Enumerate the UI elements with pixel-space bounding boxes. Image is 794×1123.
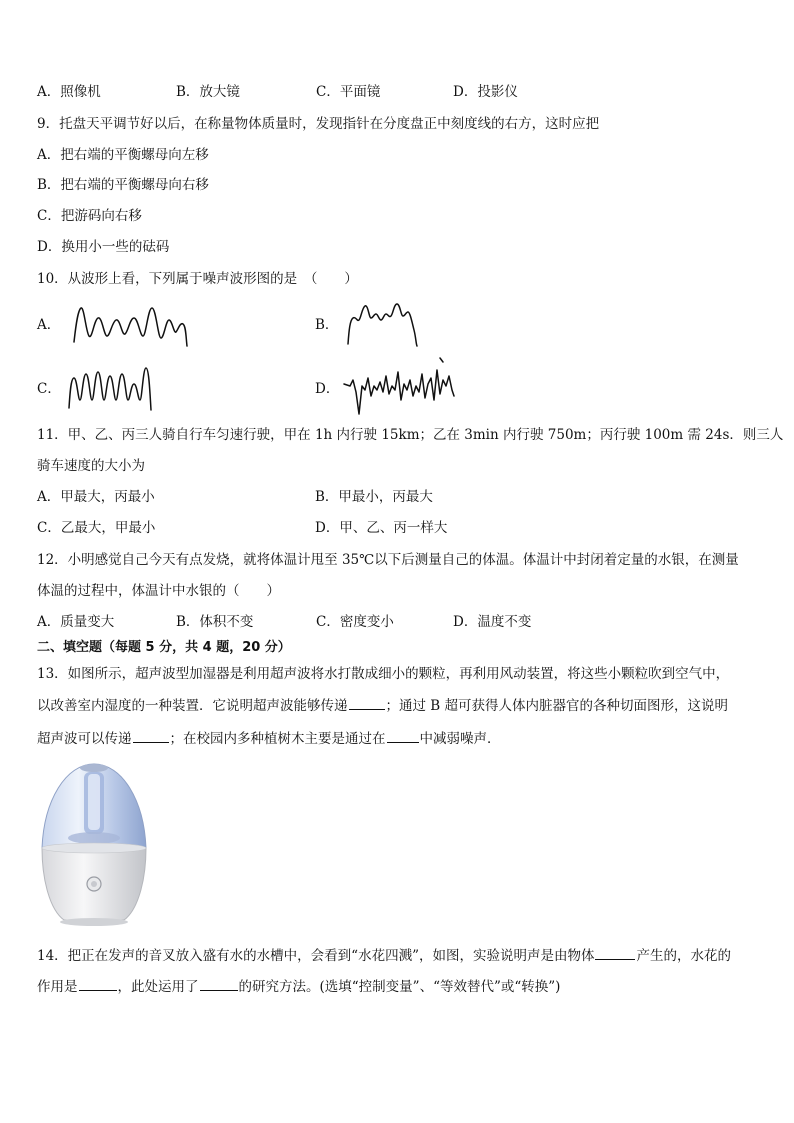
q13-text-2a: 以改善室内湿度的一种装置．它说明超声波能够传递 [37, 698, 348, 714]
q14-text-2c: 的研究方法。(选填“控制变量”、“等效替代”或“转换”) [238, 979, 561, 995]
q9-option-a: A．把右端的平衡螺母向左移 [37, 147, 209, 163]
q13-blank-2[interactable] [133, 728, 169, 743]
q14-blank-1[interactable] [595, 945, 635, 960]
q13-line3 [37, 728, 501, 749]
q12-stem-line2: 体温的过程中，体温计中水银的（ ） [37, 583, 280, 599]
q10-waveform-c [64, 364, 156, 412]
q8-option-a: A．照像机 [37, 84, 101, 100]
q10-label-a: A． [37, 317, 61, 333]
section-title-fill-in: 二、填空题（每题 5 分，共 4 题，20 分） [37, 640, 291, 655]
q12-option-b: B．体积不变 [176, 614, 254, 630]
q12-option-d: D．温度不变 [453, 614, 532, 630]
q9-option-c: C．把游码向右移 [37, 208, 142, 224]
q13-blank-3[interactable] [387, 728, 419, 743]
humidifier-image [36, 760, 152, 930]
q9-option-b: B．把右端的平衡螺母向右移 [37, 177, 209, 193]
q12-option-a: A．质量变大 [37, 614, 115, 630]
q10-waveform-a [70, 302, 190, 348]
q11-stem-line2: 骑车速度的大小为 [37, 458, 145, 474]
q11-option-b: B．甲最小，丙最大 [315, 489, 433, 505]
q14-text-1b: 产生的，水花的 [636, 948, 731, 964]
q12-option-c: C．密度变小 [316, 614, 394, 630]
q10-waveform-b [344, 300, 424, 348]
q14-line2 [37, 976, 560, 997]
q13-line1: 13．如图所示，超声波型加湿器是利用超声波将水打散成细小的颗粒，再利用风动装置，将这些小颗粒吹到空气中， [37, 666, 730, 682]
q11-option-c: C．乙最大，甲最小 [37, 520, 156, 536]
q9-option-d: D．换用小一些的砝码 [37, 239, 170, 255]
q10-label-d: D． [315, 381, 340, 397]
q8-option-b: B．放大镜 [176, 84, 240, 100]
q8-option-c: C．平面镜 [316, 84, 381, 100]
q13-text-3a: 超声波可以传递 [37, 731, 132, 747]
q14-text-2a: 作用是 [37, 979, 78, 995]
q12-stem-line1: 12．小明感觉自己今天有点发烧，就将体温计甩至 35℃以下后测量自己的体温。体温计中封闭着定量的水银，在测量 [37, 552, 739, 568]
q10-label-b: B． [315, 317, 339, 333]
q11-option-d: D．甲、乙、丙一样大 [315, 520, 448, 536]
q14-line1 [37, 945, 731, 966]
q14-blank-3[interactable] [200, 976, 238, 991]
q13-blank-1[interactable] [349, 695, 385, 710]
q8-option-d: D．投影仪 [453, 84, 518, 100]
q11-stem-line1: 11．甲、乙、丙三人骑自行车匀速行驶，甲在 1h 内行驶 15km；乙在 3min 内行驶 750m；丙行驶 100m 需 24s．则三人 [37, 427, 784, 443]
q9-stem: 9．托盘天平调节好以后，在称量物体质量时，发现指针在分度盘正中刻度线的右方，这时应把 [37, 116, 600, 132]
q14-text-1a: 14．把正在发声的音叉放入盛有水的水槽中，会看到“水花四溅”，如图，实验说明声是由物体 [37, 948, 595, 964]
q13-text-3b: ；在校园内多种植树木主要是通过在 [169, 731, 386, 747]
q14-text-2b: ，此处运用了 [117, 979, 199, 995]
q11-option-a: A．甲最大，丙最小 [37, 489, 155, 505]
q14-blank-2[interactable] [79, 976, 117, 991]
q10-label-c: C． [37, 381, 61, 397]
q13-text-3c: 中减弱噪声． [419, 731, 501, 747]
q10-stem: 10．从波形上看，下列属于噪声波形图的是 （ ） [37, 271, 358, 287]
q10-waveform-d [340, 356, 460, 418]
q13-text-2b: ；通过 B 超可获得人体内脏器官的各种切面图形，这说明 [385, 698, 729, 714]
q13-line2 [37, 695, 728, 716]
